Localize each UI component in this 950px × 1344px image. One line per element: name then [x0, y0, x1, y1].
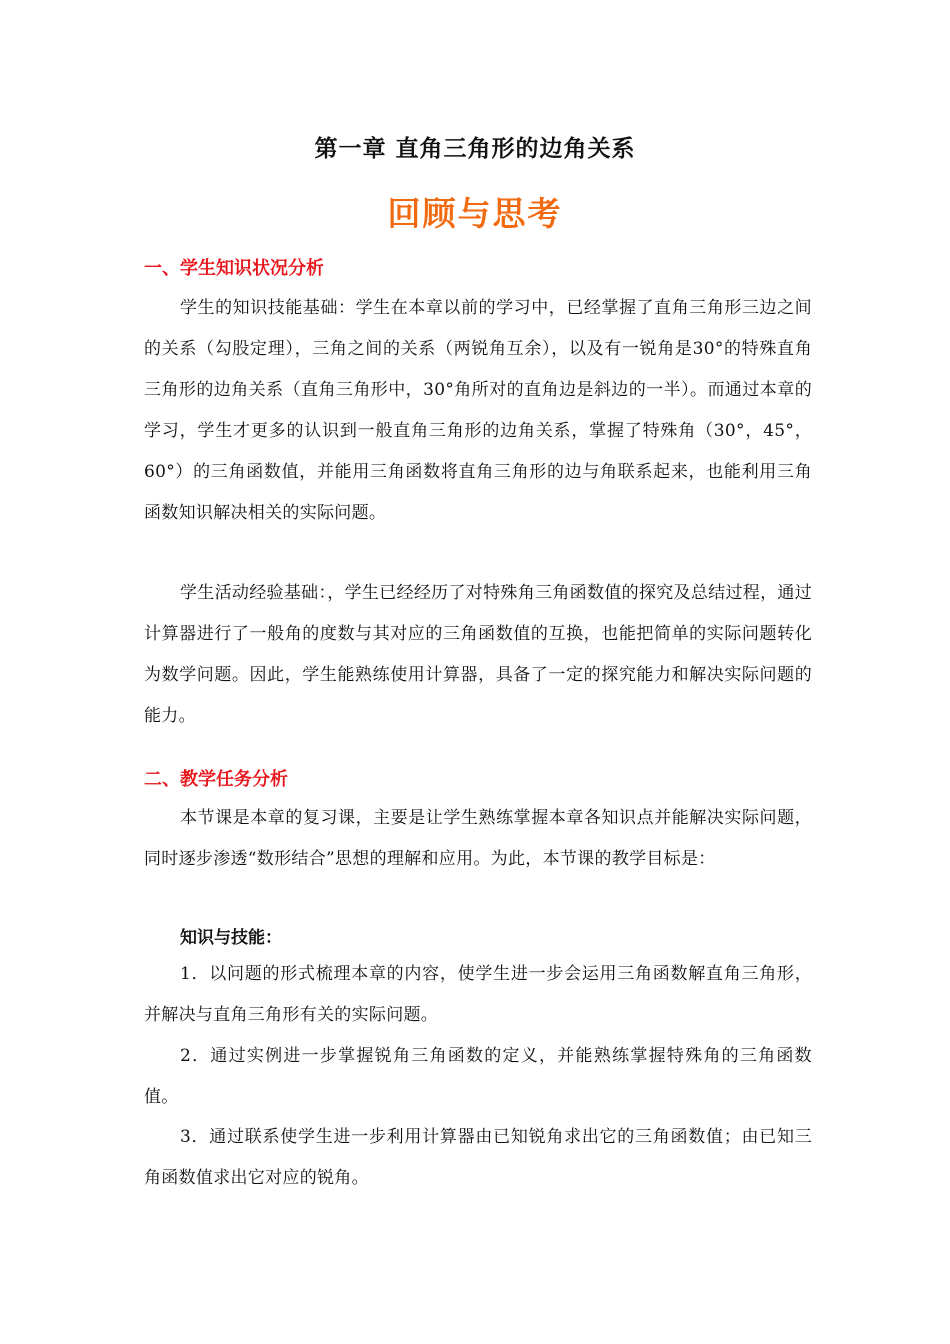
paragraph-activity-basis: 学生活动经验基础：，学生已经经历了对特殊角三角函数值的探究及总结过程，通过计算器进行了一般角的度数与其对应的三角函数值的互换，也能把简单的实际问题转化为数学问题。因此，学生能熟练使用计算器，具备了一定的探究能力和解决实际问题的能力。	[144, 583, 812, 726]
section-heading-student-analysis: 一、学生知识状况分析	[144, 258, 324, 279]
list-item: 1．以问题的形式梳理本章的内容，使学生进一步会运用三角函数解直角三角形，并解决与直角三角形有关的实际问题。	[144, 964, 812, 1025]
subheading-knowledge-skills: 知识与技能：	[180, 928, 282, 948]
section-heading-task-analysis: 二、教学任务分析	[144, 769, 288, 790]
paragraph-knowledge-basis: 学生的知识技能基础：学生在本章以前的学习中，已经掌握了直角三角形三边之间的关系（勾股定理），三角之间的关系（两锐角互余），以及有一锐角是30°的特殊直角三角形的边角关系（直角三角形中，30°角所对的直角边是斜边的一半）。而通过本章的学习，学生才更多的认识到一般直角三角形的边角关系，掌握了特殊角（30°，45°，60°）的三角函数值，并能用三角函数将直角三角形的边与角联系起来，也能利用三角函数知识解决相关的实际问题。	[144, 298, 812, 523]
list-item: 3．通过联系使学生进一步利用计算器由已知锐角求出它的三角函数值；由已知三角函数值求出它对应的锐角。	[144, 1127, 812, 1188]
paragraph-lesson-overview: 本节课是本章的复习课，主要是让学生熟练掌握本章各知识点并能解决实际问题，同时逐步渗透“数形结合”思想的理解和应用。为此，本节课的教学目标是：	[144, 808, 812, 869]
list-item: 2．通过实例进一步掌握锐角三角函数的定义，并能熟练掌握特殊角的三角函数值。	[144, 1046, 812, 1107]
chapter-title: 第一章 直角三角形的边角关系	[314, 136, 636, 162]
lesson-title: 回顾与思考	[387, 194, 563, 233]
